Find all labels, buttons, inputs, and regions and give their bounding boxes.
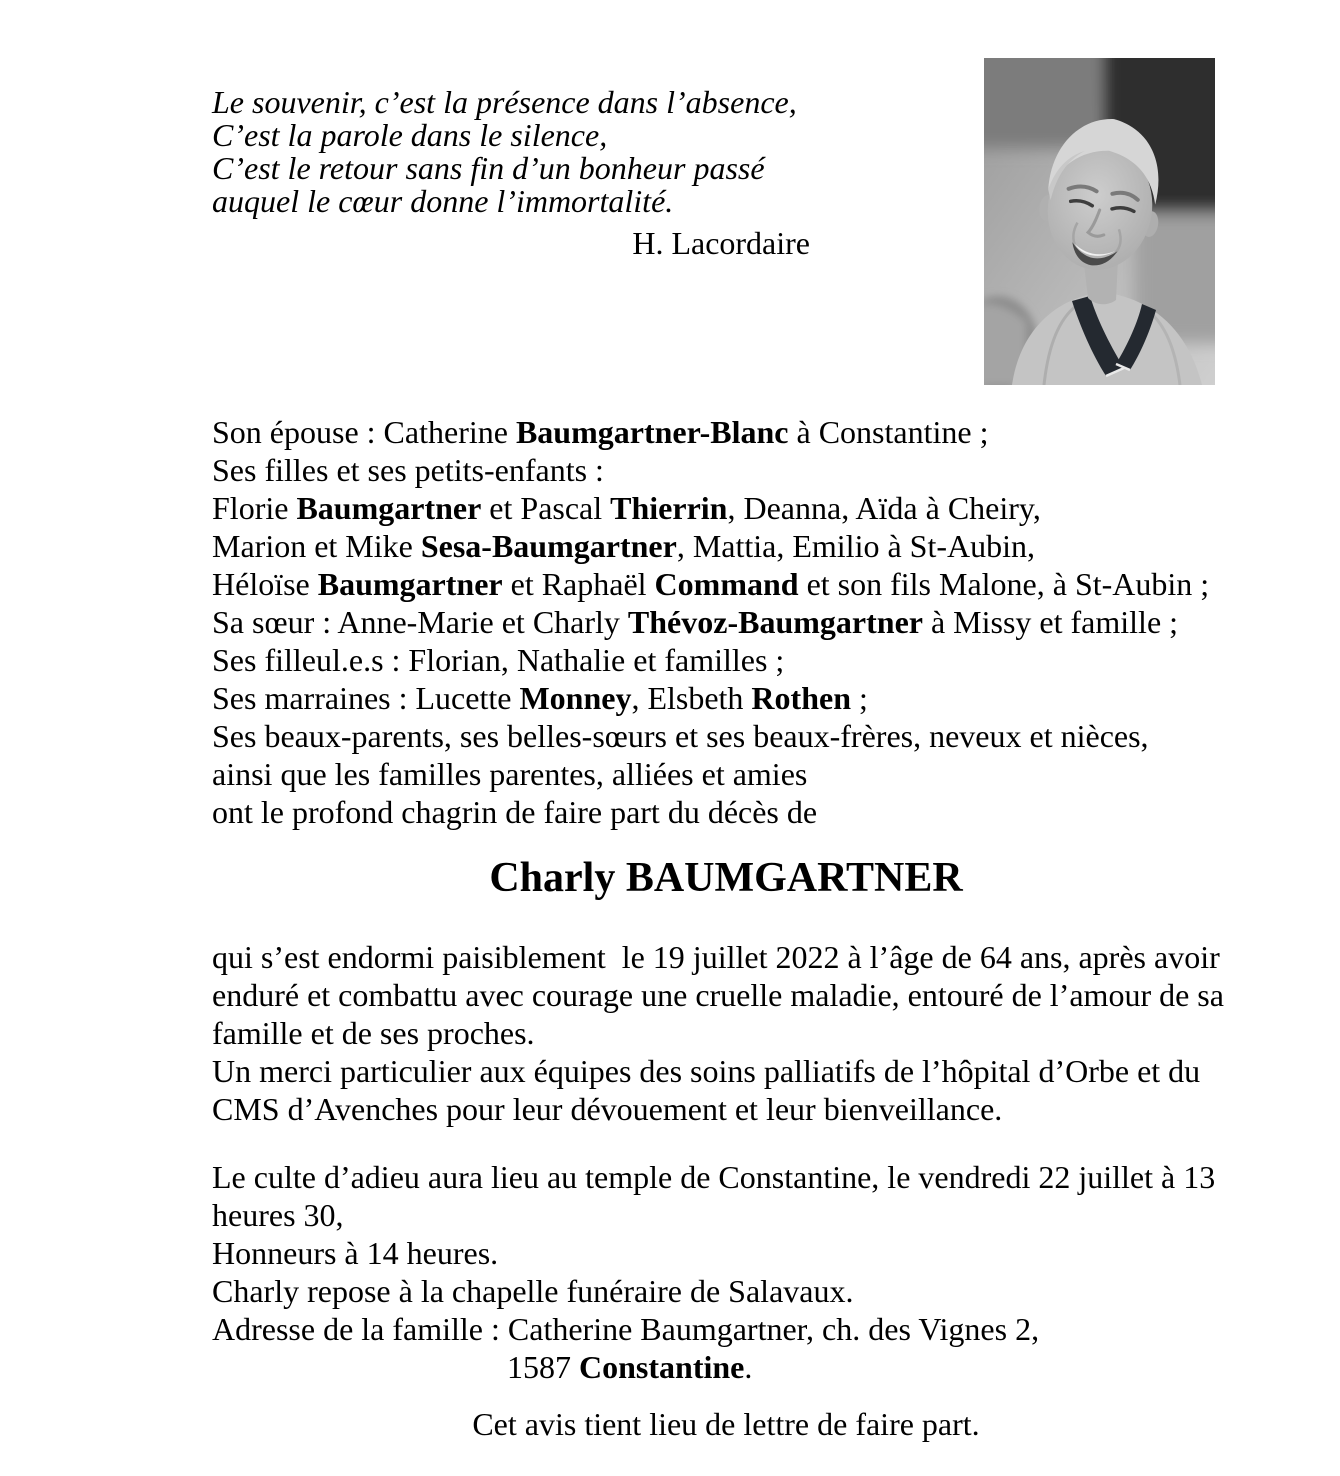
text-line: famille et de ses proches. [212,1015,535,1051]
deceased-name-title: Charly BAUMGARTNER [489,855,963,901]
text-segment: à Constantine ; [788,414,989,450]
text-segment: . [744,1349,753,1385]
memorial-quote-lines [212,86,822,218]
text-segment: ainsi que les familles parentes, alliées et amies [212,756,808,792]
text-line: Le culte d’adieu aura lieu au temple de Constantine, le vendredi 22 juillet à 13 [212,1159,1216,1195]
text-segment: Son épouse : Catherine [212,414,516,450]
closing-line: Cet avis tient lieu de lettre de faire part. [472,1406,980,1442]
text-segment: , Elsbeth [631,680,752,716]
text-line: enduré et combattu avec courage une cruelle maladie, entouré de l’amour de sa [212,977,1224,1013]
portrait-photo-image [984,58,1215,385]
text-segment: Ses marraines : Lucette [212,680,520,716]
text-line: Charly repose à la chapelle funéraire de Salavaux. [212,1273,854,1309]
ceremony-details-lines [212,1158,1252,1348]
text-segment: Ses beaux-parents, ses belles-sœurs et ses beaux-frères, neveux et nièces, [212,718,1149,754]
text-line: Le souvenir, c’est la présence dans l’absence, [212,84,797,120]
text-line: Adresse de la famille : Catherine Baumgartner, ch. des Vignes 2, [212,1311,1040,1347]
text-line [212,527,1240,565]
text-line [212,793,1240,831]
death-notice-paragraph [212,938,1252,1128]
text-segment: Ses filleul.e.s : Florian, Nathalie et familles ; [212,642,785,678]
text-segment: et son fils Malone, à St-Aubin ; [798,566,1210,602]
text-line [212,413,1240,451]
bold-name: Command [654,566,799,602]
text-segment: à Missy et famille ; [922,604,1179,640]
bold-name: Baumgartner [296,490,482,526]
text-line: CMS d’Avenches pour leur dévouement et leur bienveillance. [212,1091,1003,1127]
quote-attribution: H. Lacordaire [632,225,810,261]
text-segment: Florie [212,490,297,526]
text-segment: Héloïse [212,566,318,602]
bold-name: Rothen [751,680,851,716]
text-line: auquel le cœur donne l’immortalité. [212,183,674,219]
text-segment: , Mattia, Emilio à St-Aubin, [676,528,1035,564]
bold-name: Thévoz-Baumgartner [627,604,923,640]
text-line [212,641,1240,679]
text-line: heures 30, [212,1197,344,1233]
family-announcement [212,413,1240,831]
text-line: C’est le retour sans fin d’un bonheur passé [212,150,765,186]
bold-name: Sesa-Baumgartner [420,528,677,564]
text-line: qui s’est endormi paisiblement le 19 juillet 2022 à l’âge de 64 ans, après avoir [212,939,1220,975]
text-segment: ont le profond chagrin de faire part du décès de [212,794,818,830]
text-segment: Marion et Mike [212,528,421,564]
family-address-line [212,1348,1252,1386]
text-segment: et Pascal [481,490,611,526]
ceremony-details [212,1158,1252,1386]
text-segment: ; [850,680,868,716]
bold-name: Baumgartner [317,566,503,602]
text-segment: , Deanna, Aïda à Cheiry, [727,490,1041,526]
bold-name: Constantine [579,1349,745,1385]
text-line [212,489,1240,527]
bold-name: Monney [519,680,632,716]
bold-name: Baumgartner-Blanc [515,414,789,450]
text-line [212,451,1240,489]
text-line: Un merci particulier aux équipes des soins palliatifs de l’hôpital d’Orbe et du [212,1053,1201,1089]
text-line [507,1348,1252,1386]
text-line [212,565,1240,603]
text-line: Honneurs à 14 heures. [212,1235,499,1271]
text-line: C’est la parole dans le silence, [212,117,608,153]
text-segment: 1587 [507,1349,579,1385]
memorial-quote [212,86,822,260]
text-line [212,679,1240,717]
bold-name: Thierrin [610,490,728,526]
text-line [212,717,1240,755]
text-segment: et Raphaël [502,566,655,602]
text-line [212,755,1240,793]
text-segment: Sa sœur : Anne-Marie et Charly [212,604,628,640]
text-segment: Ses filles et ses petits-enfants : [212,452,604,488]
text-line [212,603,1240,641]
portrait-photo [984,58,1215,385]
